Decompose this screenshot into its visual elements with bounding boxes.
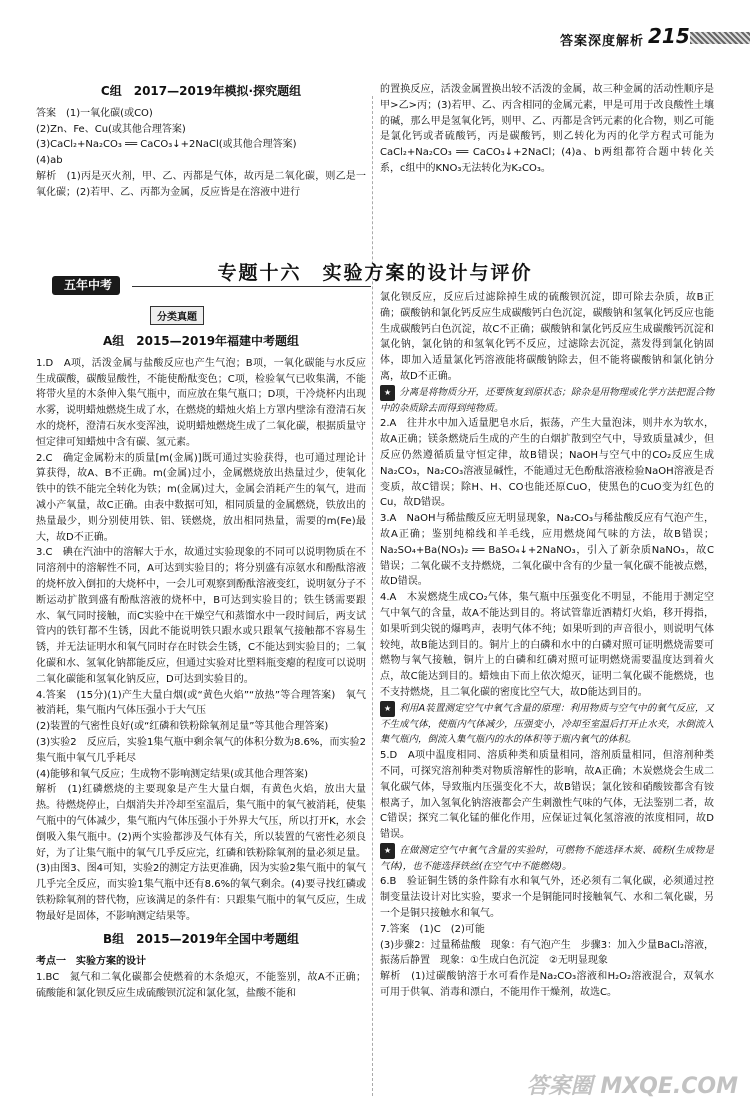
header-label: 答案深度解析	[560, 34, 645, 49]
analysis-text: 解析 (1)丙是灭火剂，甲、乙、丙都是气体，故丙是二氧化碳，则乙是一氧化碳；(2)若甲、乙、丙都为金属，反应皆是在溶液中进行	[36, 170, 366, 198]
tip-tag-icon: ★	[380, 385, 395, 401]
question-answer: 4.答案 (15分)(1)产生大量白烟(或“黄色火焰”“放热”等合理答案) 氧气被消耗，集气瓶内气体压强小于大气压	[36, 689, 366, 717]
analysis-text: 的置换反应，活泼金属置换出较不活泼的金属，故三种金属的活动性顺序是甲>乙>丙；(3)若甲、乙、丙含相同的金属元素，甲是可用于改良酸性土壤的碱，那么甲是氢氧化钙，则甲、乙、丙都是含钙元素的化合物，则乙可能是氯化钙或者硫酸钙，丙是碳酸钙，则乙转化为丙的化学方程式可能为CaCl₂+Na₂CO₃ ══ CaCO₃↓+2NaCl；(4)a、b两组都符合题中转化关系，c组中的KNO₃无法转化为K₂CO₃。	[380, 84, 714, 174]
topic-title: 专题十六 实验方案的设计与评价	[217, 262, 533, 284]
tip-text: 在做测定空气中氧气含量的实验时，可燃物不能选择木炭、硫粉(生成物是气体)，也不能选择铁丝(在空气中不能燃烧)。	[380, 844, 714, 872]
question-answer: (2)装置的气密性良好(或“红磷和铁粉除氧剂足量”等其他合理答案)	[36, 721, 329, 733]
watermark-logo: 答案圈 MXQE.COM	[526, 1074, 738, 1099]
tip-tag-icon: ★	[380, 843, 395, 859]
point-title: 考点一 实验方案的设计	[36, 956, 146, 968]
header-stripe	[690, 32, 750, 44]
tip-text: 利用A装置测定空气中氧气含量的原理：利用物质与空气中的氧气反应，又不生成气体，使瓶内气体减少，压强变小，冷却至室温后打开止水夹，水倒流入集气瓶内，倒流入集气瓶内的水的体积等于瓶内氧气的体积。	[380, 702, 714, 746]
question-answer: (3)步骤2：过量稀盐酸 现象：有气泡产生 步骤3：加入少量BaCl₂溶液，振荡后静置 现象：①生成白色沉淀 ②无明显现象	[380, 939, 714, 967]
tip-note	[380, 701, 714, 748]
question-answer: 2.A 往井水中加入适量肥皂水后，振荡，产生大量泡沫，则井水为软水，故A正确；镁条燃烧后生成的产生的白烟扩散到空气中，导致质量减少，但反应仍然遵循质量守恒定律，故B错误；NaOH与空气中的CO₂反应生成Na₂CO₃，Na₂CO₃溶液显碱性，不能通过无色酚酞溶液检验NaOH溶液是否变质，故C错误；除H、H、CO也能还原CuO，使黑色的CuO变为红色的Cu，故D错误。	[380, 418, 714, 509]
section-a-title: A组 2015—2019年福建中考题组	[102, 334, 300, 348]
tip-text: 分离是将物质分开，还要恢复到原状态；除杂是用物理或化学方法把混合物中的杂质除去而得到纯物质。	[380, 386, 714, 414]
section-c-title: C组 2017—2019年模拟·探究题组	[100, 84, 302, 98]
tip-note	[380, 843, 714, 875]
answer-line: (3)CaCl₂+Na₂CO₃ ══ CaCO₃↓+2NaCl(或其他合理答案)	[36, 139, 297, 151]
banner-line	[132, 286, 371, 287]
right-column	[380, 262, 714, 1001]
section-c	[36, 82, 366, 201]
tip-note	[380, 385, 714, 417]
banner-label: 五年中考	[52, 276, 120, 295]
question-answer: 1.BC 氮气和二氧化碳都会使燃着的木条熄灭，不能鉴别，故A不正确；硫酸能和氯化钡反应生成硫酸钡沉淀和氯化氢，盐酸不能和	[36, 972, 366, 999]
page-header	[0, 0, 750, 50]
question-answer: 4.A 木炭燃烧生成CO₂气体，集气瓶中压强变化不明显，不能用于测定空气中氧气的含量，故A不能达到目的。将试管靠近酒精灯火焰，移开拇指，如果听到尖锐的爆鸣声，表明气体不纯；如果听到的声音很小，则说明气体较纯，故B能达到目的。铜片上的白磷和水中的白磷对照可证明燃烧需要可燃物与氧气接触，铜片上的白磷和红磷对照可证明燃烧需要温度达到着火点，故C能达到目的。蜡烛由下而上依次熄灭，证明二氧化碳不能燃烧，也不支持燃烧，且二氧化碳的密度比空气大，故D能达到目的。	[380, 592, 714, 698]
question-answer: (4)能够和氧气反应；生成物不影响测定结果(或其他合理答案)	[36, 768, 308, 780]
answer-line: 答案 (1)一氧化碳(或CO)	[36, 107, 153, 119]
answer-line: (4)ab	[36, 155, 63, 167]
question-answer: 5.D A项中温度相同、溶质种类和质量相同，溶剂质量相同，但溶剂种类不同，可探究溶剂种类对物质溶解性的影响，故A正确；木炭燃烧会生成二氧化碳气体，导致瓶内压强变化不大，故B错误；氯化铵和硝酸铵都含有铵根离子，加入氢氧化钠溶液都会产生刺激性气味的气体，无法鉴别二者，故C错误；探究二氧化锰的催化作用，应保证过氧化氢溶液的浓度相同，故D错误。	[380, 750, 714, 841]
answer-line: (2)Zn、Fe、Cu(或其他合理答案)	[36, 123, 186, 135]
section-b-title: B组 2015—2019年全国中考题组	[103, 932, 299, 947]
right-top-text	[380, 82, 714, 177]
question-answer: 氯化钡反应，反应后过滤除掉生成的硫酸钡沉淀，即可除去杂质，故B正确；碳酸钠和氯化钙反应生成碳酸钙白色沉淀，碳酸钠和氢氧化钙反应也能生成碳酸钙白色沉淀，故C不正确；碳酸钠和氯化钙反应生成碳酸钙沉淀和氯化钠，氯化钠的和氢氧化钙不反应，过滤除去沉淀，蒸发得到氯化钠固体，即加入适量氯化钙溶液能将碳酸钠除去，但不能将碳酸钠和氯化钠分离，故D不正确。	[380, 292, 714, 382]
question-answer: 3.C 碘在汽油中的溶解大于水，故通过实验现象的不同可以说明物质在不同溶剂中的溶解性不同，A可达到实验目的；将分别盛有凉氨水和酚酞溶液的烧杯放入倒扣的大烧杯中，一会儿可观察到酚酞溶液变红，说明氨分子不断运动扩散到盛有酚酞溶液的烧杯中，B可达到实验目的；铁生锈需要跟水、氧气同时接触，而C实验中在干燥空气和蒸馏水中一段时间后，两支试管内的铁钉都不生锈，因此不能说明铁只跟水或只跟氧气接触都不容易生锈，并无法证明水和氧气同时存在时铁会生锈，C不能达到实验目的；二氧化碳和水、氢氧化钠都能反应，但通过实验对比塑料瓶变瘪的程度可以说明二氧化碳能和氢氧化钠反应，D可达到实验目的。	[36, 547, 366, 685]
question-answer: (3)实验2 反应后，实验1集气瓶中剩余氧气的体积分数为8.6%，而实验2集气瓶中氧气几乎耗尽	[36, 736, 366, 764]
question-answer: 解析 (1)过碳酸钠溶于水可看作是Na₂CO₃溶液和H₂O₂溶液混合，双氧水可用于供氧、消毒和漂白，不能用作干燥剂，故选C。	[380, 971, 714, 999]
question-answer: 1.D A项，活泼金属与盐酸反应也产生气泡；B项，一氧化碳能与水反应生成碳酸，碳酸显酸性，不能使酚酞变色；C项，检验氧气已收集满，不能将带火星的木条伸入集气瓶中，而应放在集气瓶口；D项，干冷烧杯内出现水雾，说明蜡烛燃烧生成了水，在燃烧的蜡烛火焰上方罩内壁涂有澄清石灰水的烧杯，澄清石灰水变浑浊，说明蜡烛燃烧生成了二氧化碳，根据质量守恒定律可知蜡烛中含有碳、氢元素。	[36, 357, 366, 448]
tip-tag-icon: ★	[380, 701, 395, 717]
page-number: 215	[648, 24, 690, 48]
five-year-banner	[36, 276, 371, 296]
question-answer: 2.C 确定金属粉末的质量[m(金属)]既可通过实验获得，也可通过理论计算获得，故A、B不正确。m(金属)过小，金属燃烧放出热量过少，使氧化铁中的铁不能完全转化为铁；m(金属)过大，金属会消耗产生的氧气，进而减小产氧量，故C正确。由表中数据可知，相同质量的金属燃烧，铁放出的热量最少，则分别使用铁、铝、镁燃烧，放出相同热量，需要的m(Fe)最大，故D不正确。	[36, 452, 366, 543]
question-answer: 6.B 验证铜生锈的条件除有水和氧气外，还必须有二氧化碳，必须通过控制变量法设计对比实验，要求一个是铜能同时接触氧气、水和二氧化碳，另一个是铜只接触水和氧气。	[380, 876, 714, 920]
question-answer: 解析 (1)红磷燃烧的主要现象是产生大量白烟，有黄色火焰，放出大量热。待燃烧停止，白烟消失并冷却至室温后，集气瓶中的氧气被消耗，使集气瓶中的气体减少，集气瓶内气体压强小于外界大气压，所以打开K，水会倒吸入集气瓶中。(2)两个实验都涉及气体有关，所以装置的气密性必须良好，为了让集气瓶中的氧气几乎反应完，红磷和铁粉除氧剂的量必须足量。(3)由图3、图4可知，实验2的测定方法更准确，因为实验2集气瓶中的氧气几乎完全反应，而实验1集气瓶中还有8.6%的氧气剩余。(4)要寻找红磷或铁粉除氧剂的替代物，应该满足的条件有：只跟集气瓶中的氧气反应，生成物最好是固体，不影响测定结果等。	[36, 784, 366, 922]
section-a	[36, 332, 366, 1002]
question-answer: 3.A NaOH与稀盐酸反应无明显现象，Na₂CO₃与稀盐酸反应有气泡产生，故A正确；鉴别纯棉线和羊毛线，应用燃烧闻气味的方法，故B错误；Na₂SO₄+Ba(NO₃)₂ ══ BaSO₄↓+2NaNO₃，引入了新杂质NaNO₃，故C错误；二氧化碳不支持燃烧，二氧化碳中含有的少量一氧化碳不能被点燃，故D错误。	[380, 513, 714, 588]
question-answer: 7.答案 (1)C (2)可能	[380, 923, 485, 935]
column-divider	[372, 96, 373, 1096]
category-badge: 分类真题	[150, 306, 204, 325]
